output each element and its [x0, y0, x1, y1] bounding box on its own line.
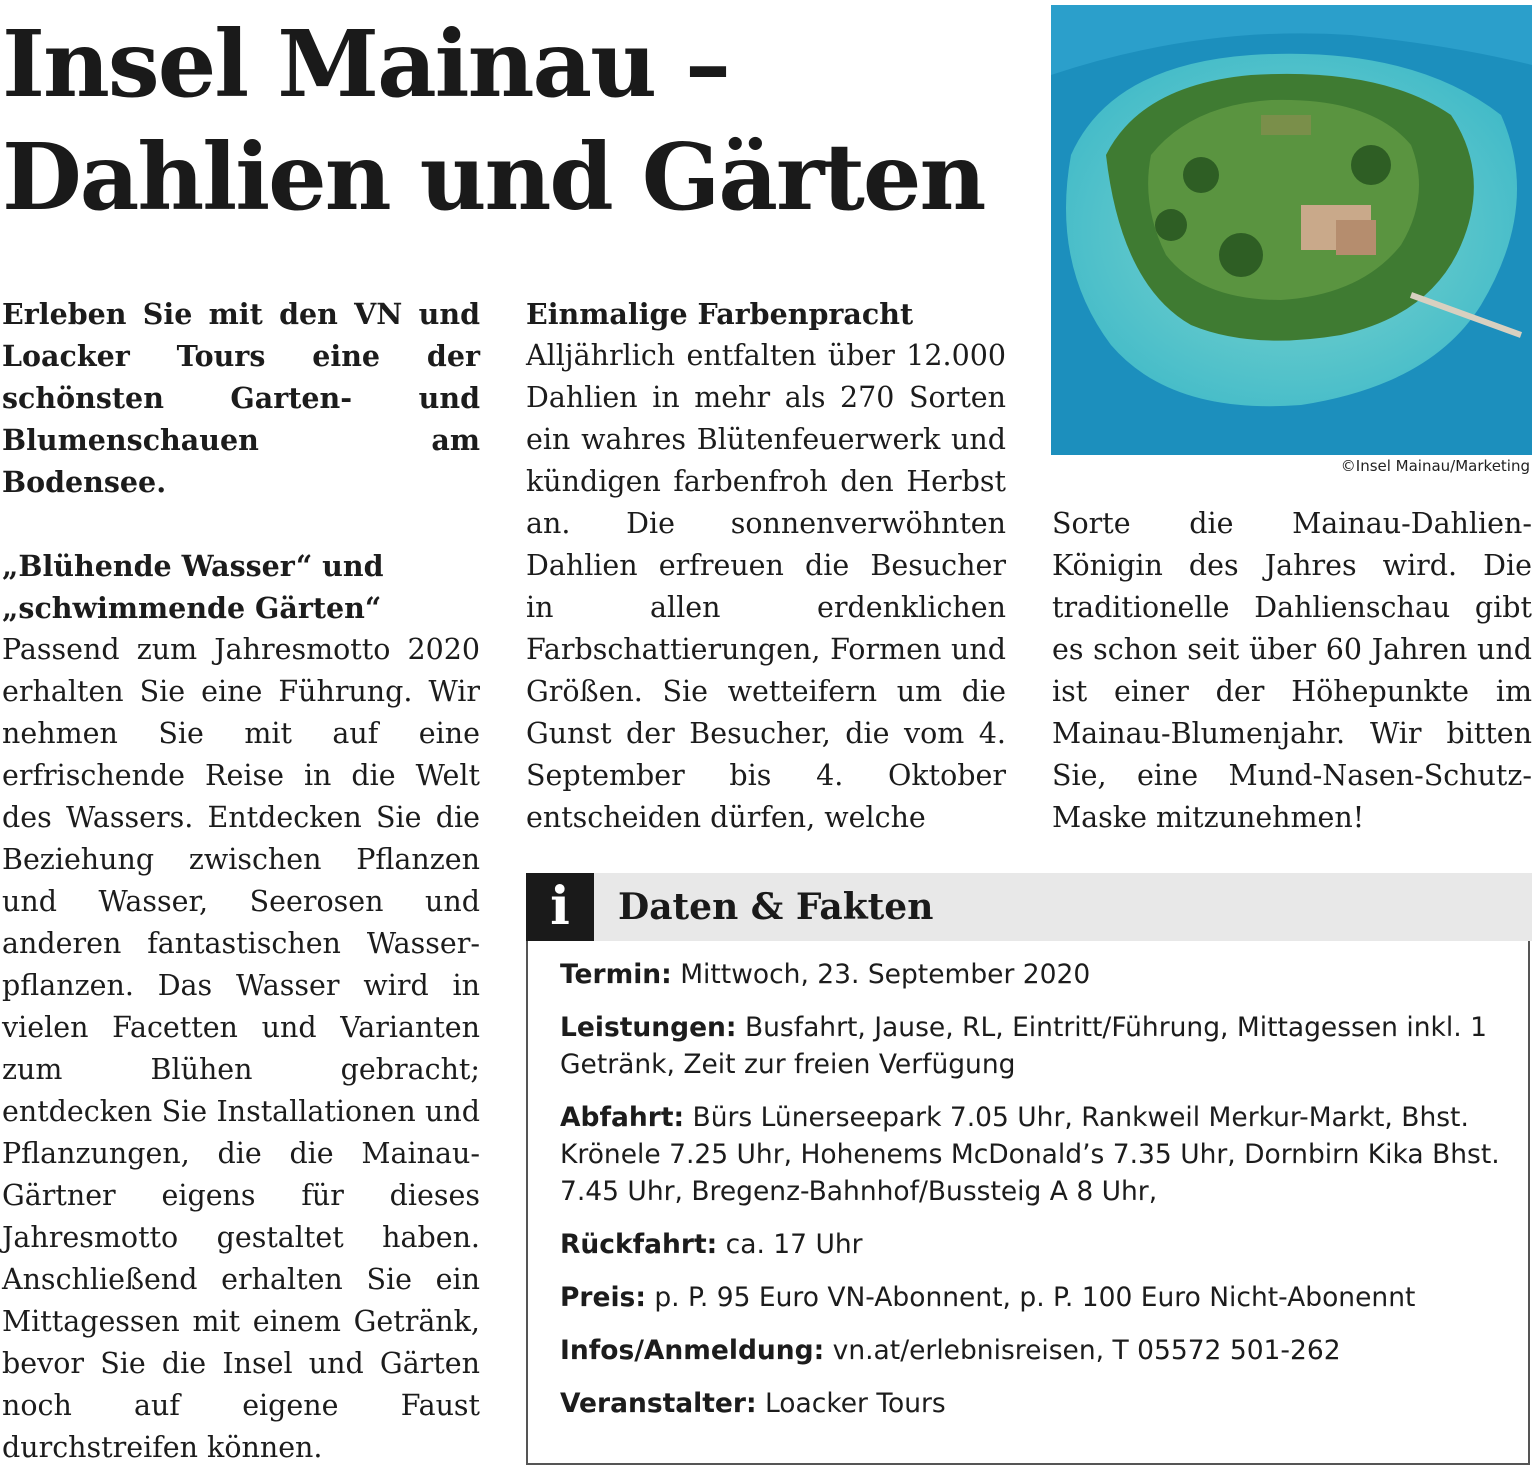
fact-leistungen: Leistungen: Busfahrt, Jause, RL, Eintritt/Führung, Mittagessen inkl. 1 Getränk, Zeit zur freien Verfügung — [560, 1012, 1487, 1080]
article-body-3: Sorte die Mainau-Dahlien-Königin des Jahres wird. Die traditionelle Dahlienschau gibt es schon seit über 60 Jahren und ist einer der Höhepunkte im Mainau-Blumenjahr. Wir bitten Sie, eine Mund-Nasen-Schutz-Maske mitzunehmen! — [1052, 507, 1532, 834]
island-illustration — [1051, 5, 1532, 455]
photo-credit: ©Insel Mainau/Marketing — [1340, 457, 1530, 475]
subheading-bluehende-wasser: „Blühende Wasser“ und „schwimmende Gärten“ — [2, 549, 384, 625]
subheading-farbenpracht: Einmalige Farbenpracht — [526, 297, 914, 331]
article-body-2: Alljährlich entfalten über 12.000 Dahlien in mehr als 270 Sorten ein wahres Blütenfeuerwerk und kündigen farbenfroh den Herbst an. Die sonnenverwöhnten Dahlien erfreuen die Besucher in allen erdenklichen Farbschattierungen, Formen und Größen. Sie wetteifern um die Gunst der Besucher, die vom 4. September bis 4. Oktober entscheiden dürfen, welche — [526, 339, 1006, 834]
article-column-2 — [526, 293, 1006, 839]
fact-preis: Preis: p. P. 95 Euro VN-Abonnent, p. P. 100 Euro Nicht-Abonennt — [560, 1282, 1416, 1313]
fact-termin: Termin: Mittwoch, 23. September 2020 — [560, 959, 1091, 990]
aerial-island-photo — [1051, 5, 1532, 455]
headline-line-2: Dahlien und Gärten — [2, 123, 985, 231]
info-icon: i — [526, 873, 594, 941]
fact-veranstalter: Veranstalter: Loacker Tours — [560, 1388, 946, 1419]
headline — [2, 8, 984, 234]
article-lead: Erleben Sie mit den VN und Loacker Tours eine der schönsten Garten- und Blumenschauen am Bodensee. — [2, 297, 480, 499]
headline-line-1: Insel Mainau – — [2, 10, 730, 118]
facts-box-title: Daten & Fakten — [618, 886, 934, 928]
article-body-1: Passend zum Jahresmotto 2020 erhalten Sie eine Führung. Wir nehmen Sie mit auf eine erfrischende Reise in die Welt des Wassers. Entdecken Sie die Beziehung zwischen Pflanzen und Wasser, Seerosen und anderen fantastischen Wasser-pflanzen. Das Wasser wird in vielen Facetten und Varianten zum Blühen gebracht; entdecken Sie Installationen und Pflanzungen, die die Mainau-Gärtner eigens für dieses Jahresmotto gestaltet haben. Anschließend erhalten Sie ein Mittagessen mit einem Getränk, bevor Sie die Insel und Gärten noch auf eigene Faust durchstreifen können. — [2, 633, 480, 1464]
fact-abfahrt: Abfahrt: Bürs Lünerseepark 7.05 Uhr, Rankweil Merkur-Markt, Bhst. Krönele 7.25 Uhr, Hohenems McDonald’s 7.35 Uhr, Dornbirn Kika Bhst. 7.45 Uhr, Bregenz-Bahnhof/Bussteig A 8 Uhr, — [560, 1102, 1500, 1207]
facts-list — [560, 956, 1532, 1438]
fact-infos: Infos/Anmeldung: vn.at/erlebnisreisen, T 05572 501-262 — [560, 1335, 1341, 1366]
article-column-1 — [2, 293, 480, 1469]
article-column-3 — [1052, 503, 1532, 839]
fact-rueckfahrt: Rückfahrt: ca. 17 Uhr — [560, 1229, 863, 1260]
facts-box-header — [526, 873, 1532, 941]
